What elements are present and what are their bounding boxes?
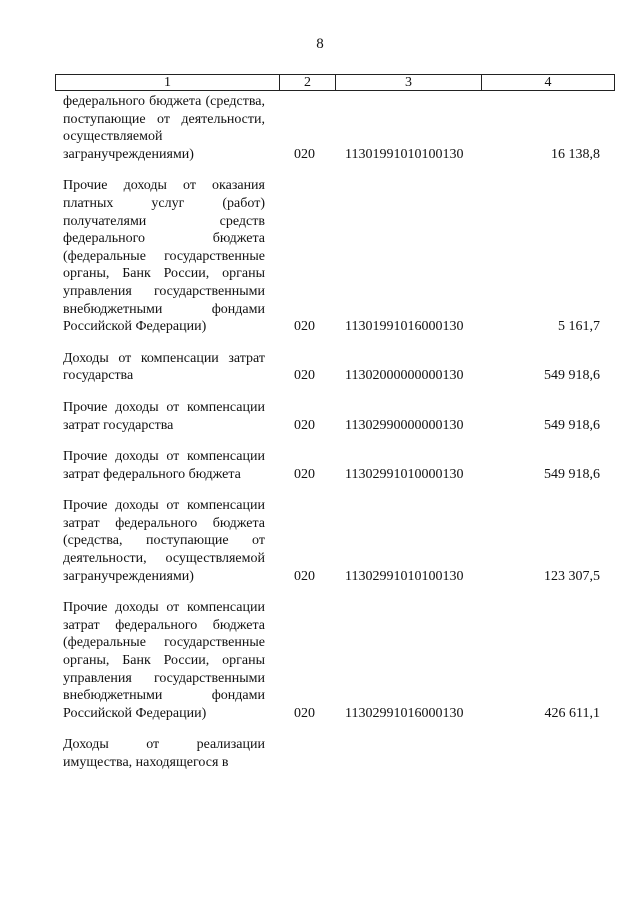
row-description: Прочие доходы от компенсации затрат федерального бюджета (федеральные государственные органы, Банк России, органы управления государственными внебюджетными фондами Российской Федерации) (63, 600, 265, 721)
column-header-1: 1 (56, 75, 280, 90)
row-description: Доходы от реализации имущества, находящегося в (63, 737, 265, 770)
admin-code: 020 (294, 146, 315, 162)
amount: 426 611,1 (544, 705, 600, 721)
admin-code: 020 (294, 705, 315, 721)
row-description: Прочие доходы от компенсации затрат федерального бюджета (средства, поступающие от деятельности, осуществляемой загранучреждениями) (63, 498, 265, 584)
column-header-2: 2 (280, 75, 336, 90)
table-row (0, 736, 640, 771)
column-header-row (55, 74, 615, 91)
budget-classification-code: 11302991010100130 (345, 568, 464, 584)
row-description: Доходы от компенсации затрат государства (63, 350, 265, 384)
table-row (0, 599, 640, 722)
amount: 16 138,8 (551, 146, 600, 162)
admin-code: 020 (294, 568, 315, 584)
amount: 549 918,6 (544, 368, 600, 384)
admin-code: 020 (294, 466, 315, 482)
admin-code: 020 (294, 368, 315, 384)
budget-classification-code: 11302990000000130 (345, 417, 464, 433)
budget-classification-code: 11302000000000130 (345, 368, 464, 384)
table-row (0, 177, 640, 335)
admin-code: 020 (294, 417, 315, 433)
page-number: 8 (316, 36, 324, 52)
row-description: Прочие доходы от компенсации затрат государства (63, 399, 265, 433)
table-row (0, 93, 640, 163)
admin-code: 020 (294, 319, 315, 335)
amount: 123 307,5 (544, 568, 600, 584)
table-row (0, 350, 640, 385)
amount: 549 918,6 (544, 466, 600, 482)
row-description: Прочие доходы от оказания платных услуг (работ) получателями средств федерального бюджета (федеральные государственные органы, Банк России, органы управления государственными внебюджетными фондами Российской Федерации) (63, 178, 265, 335)
row-description: федерального бюджета (средства, поступающие от деятельности, осуществляемой загранучреждениями) (63, 94, 265, 162)
row-description: Прочие доходы от компенсации затрат федерального бюджета (63, 449, 265, 482)
budget-classification-code: 11302991010000130 (345, 466, 464, 482)
budget-classification-code: 11301991016000130 (345, 319, 464, 335)
column-header-3: 3 (336, 75, 482, 90)
budget-table (0, 93, 640, 786)
column-header-4: 4 (544, 75, 552, 90)
amount: 549 918,6 (544, 417, 600, 433)
amount: 5 161,7 (558, 319, 600, 335)
budget-classification-code: 11301991010100130 (345, 146, 464, 162)
budget-classification-code: 11302991016000130 (345, 705, 464, 721)
table-row (0, 497, 640, 585)
table-row (0, 448, 640, 483)
table-row (0, 399, 640, 434)
